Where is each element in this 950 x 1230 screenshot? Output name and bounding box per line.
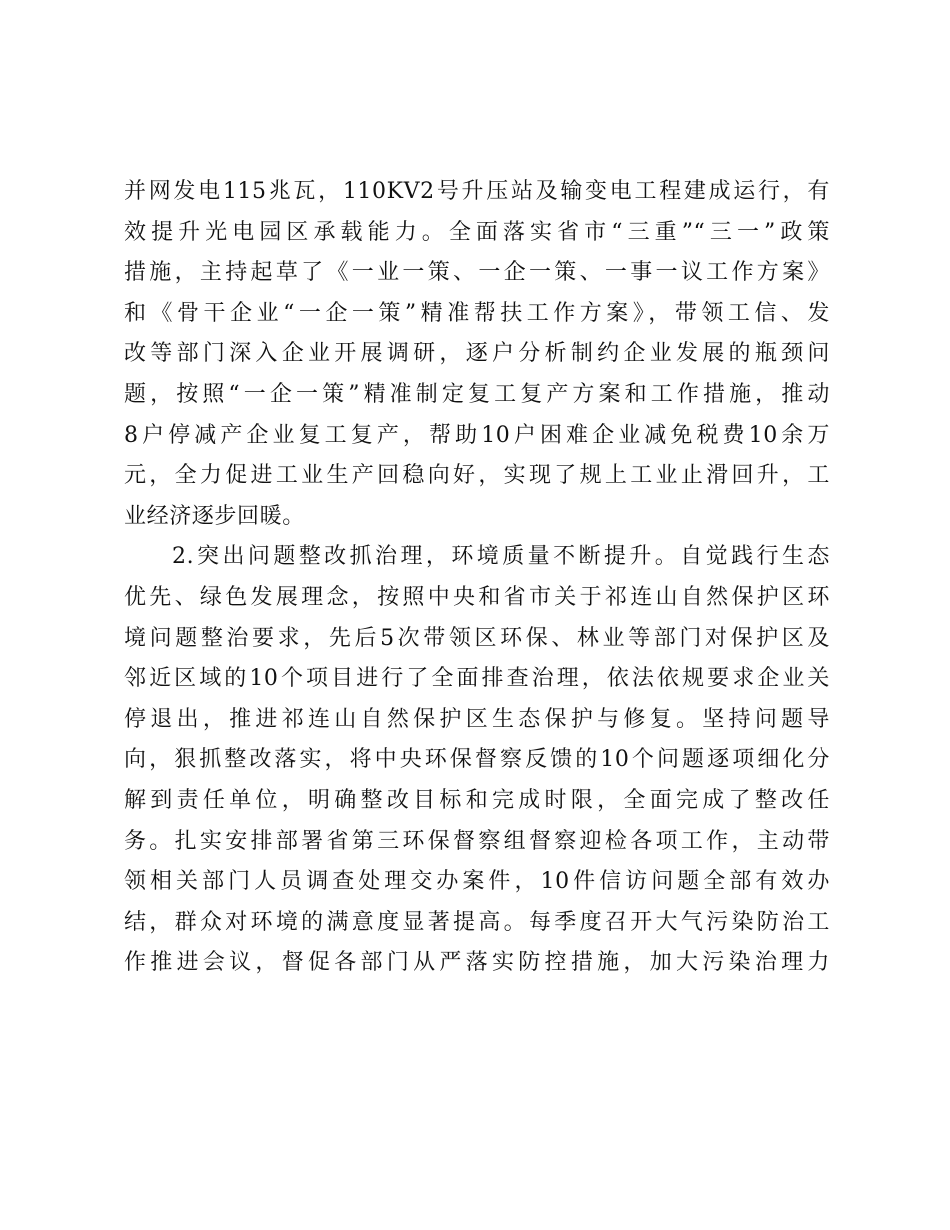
text-line: 停退出，推进祁连山自然保护区生态保护与修复。坚持问题导: [124, 706, 830, 732]
text-line: 务。扎实安排部署省第三环保督察组督察迎检各项工作，主动带: [124, 828, 830, 854]
text-line: 并网发电115兆瓦，110KV2号升压站及输变电工程建成运行，有: [124, 179, 830, 204]
section-heading-line: 2.突出问题整改抓治理，环境质量不断提升。自觉践行生态: [172, 544, 830, 570]
text-line: 邻近区域的10个项目进行了全面排查治理，依法依规要求企业关: [124, 666, 830, 692]
text-line: 和《骨干企业“一企一策”精准帮扶工作方案》，带领工信、发: [124, 300, 830, 326]
text-line: 元，全力促进工业生产回稳向好，实现了规上工业止滑回升，工: [124, 463, 830, 489]
text-line: 措施，主持起草了《一业一策、一企一策、一事一议工作方案》: [124, 260, 830, 286]
text-line: 境问题整治要求，先后5次带领区环保、林业等部门对保护区及: [124, 625, 830, 651]
text-line: 效提升光电园区承载能力。全面落实省市“三重”“三一”政策: [124, 219, 830, 245]
text-line: 业经济逐步回暖。: [124, 503, 305, 529]
text-line: 结，群众对环境的满意度显著提高。每季度召开大气污染防治工: [124, 909, 830, 935]
body-text: [124, 172, 830, 984]
text-line: 8户停减产企业复工复产，帮助10户困难企业减免税费10余万: [124, 422, 830, 448]
text-line: 领相关部门人员调查处理交办案件，10件信访问题全部有效办: [124, 869, 830, 895]
text-line: 题，按照“一企一策”精准制定复工复产方案和工作措施，推动: [124, 381, 830, 407]
text-line: 解到责任单位，明确整改目标和完成时限，全面完成了整改任: [124, 787, 830, 813]
text-line: 改等部门深入企业开展调研，逐户分析制约企业发展的瓶颈问: [124, 341, 830, 367]
text-line: 作推进会议，督促各部门从严落实防控措施，加大污染治理力: [124, 950, 830, 976]
text-line: 优先、绿色发展理念，按照中央和省市关于祁连山自然保护区环: [124, 584, 830, 610]
text-line: 向，狠抓整改落实，将中央环保督察反馈的10个问题逐项细化分: [124, 747, 830, 773]
